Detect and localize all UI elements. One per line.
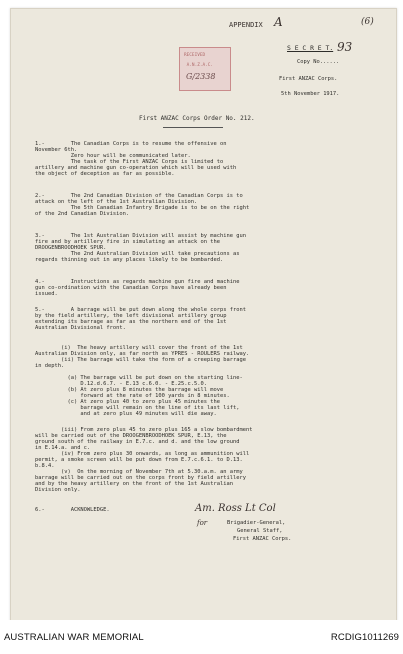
security-classification: S E C R E T. <box>287 44 334 52</box>
stamp-text: RECEIVED A.N.Z.A.C. <box>184 53 214 68</box>
stamp-number: G/2338 <box>186 72 216 81</box>
title-rule <box>163 127 223 128</box>
handwritten-signature: Am. Ross Lt Col <box>195 503 276 514</box>
order-title: First ANZAC Corps Order No. 212. <box>139 115 255 122</box>
paragraph-2: 2.- The 2nd Canadian Division of the Canadian Corps is to attack on the left of the 1st Australian Division. The 5th Canadian Infantry Brigade is to be on the right of the 2nd Canadian Division. <box>35 193 250 217</box>
signature-rank: Brigadier-General, <box>227 520 286 526</box>
paragraph-5-i-ii: (i) The heavy artillery will cover the front of the 1st Australian Division only, as far north as YPRES - ROULERS railway. (ii) The barrage will take the form of a creeping barrage in depth. <box>35 345 250 369</box>
copy-number-handwritten: 93 <box>337 40 353 54</box>
appendix-label: APPENDIX <box>229 21 263 29</box>
received-stamp <box>179 47 231 91</box>
paragraph-5-abc: (a) The barrage will be put down on the starting line- D.12.d.6.7. - E.13 c.6.0. - E.25.c.5.0. (b) At zero plus 8 minutes the barrage will move forward at the rate of 100 yards in 8 minutes. (c) At zero plus 40 to zero plus 45 minutes the barrage will remain on the line of its last lift, and at zero plus 49 minutes will die away. <box>67 375 243 417</box>
signature-for: for <box>197 519 208 527</box>
footer-institution: AUSTRALIAN WAR MEMORIAL <box>4 632 144 643</box>
paragraph-5-iii-v: (iii) From zero plus 45 to zero plus 165 a slow bombardment will be carried out of the DROOGENBROODHOEK SPUR, E.13, the ground south of the railway in E.7.c. and d. and the low ground in E.14.a. and c. (iv) From zero plus 30 onwards, as long as ammunition will permit, a smoke screen will be put down from E.7.c.6.1. to D.13. b.8.4. (v) On the morning of November 7th at 5.30.a.m. an army barrage will be carried out on the corps front by field artillery and by the heavy artillery on the front of the 1st Australian Division only. <box>35 427 253 493</box>
footer-reference: RCDIG1011269 <box>330 632 399 643</box>
appendix-letter: A <box>274 15 283 29</box>
signature-staff: General Staff, <box>237 528 283 534</box>
paragraph-5: 5.- A barrage will be put down along the whole corps front by the field artillery, the left divisional artillery group extending its barrage as far as the northern end of the 1st Australian Divisional front. <box>35 307 246 331</box>
acknowledge: 6.- ACKNOWLEDGE. <box>35 507 110 513</box>
copy-number: Copy No...... <box>297 59 340 65</box>
issuing-unit: First ANZAC Corps. <box>279 76 338 82</box>
document-page <box>10 8 397 622</box>
order-date: 5th November 1917. <box>281 91 340 97</box>
page-number: (6) <box>361 17 374 27</box>
paragraph-4: 4.- Instructions as regards machine gun fire and machine gun co-ordination with the Canadian Corps have already been issued. <box>35 279 240 297</box>
paragraph-1: 1.- The Canadian Corps is to resume the offensive on November 6th. Zero hour will be communicated later. The task of the First ANZAC Corps is limited to artillery and machine gun co-operation which will be used with the object of deception as far as possible. <box>35 141 237 177</box>
archive-footer <box>0 620 403 654</box>
paragraph-3: 3.- The 1st Australian Division will assist by machine gun fire and by artillery fire in simulating an attack on the DROOGENBROODHOEK SPUR. The 2nd Australian Division will take precautions as regards thinning out in any places likely to be bombarded. <box>35 233 246 263</box>
signature-unit: First ANZAC Corps. <box>233 536 292 542</box>
